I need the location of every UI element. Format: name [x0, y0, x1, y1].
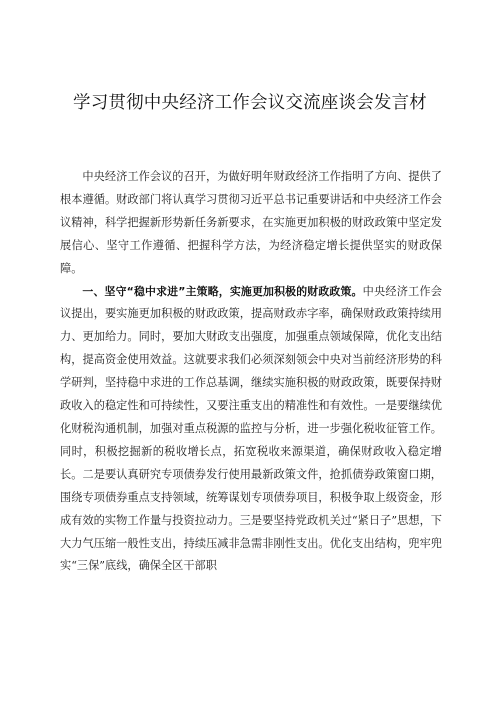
section-1-heading: 一、坚守“稳中求进”主策略，实施更加积极的财政政策。 — [82, 284, 363, 298]
document-body — [60, 166, 442, 578]
document-title: 学习贯彻中央经济工作会议交流座谈会发言材 — [73, 93, 427, 113]
intro-paragraph: 中央经济工作会议的召开，为做好明年财政经济工作指明了方向、提供了根本遵循。财政部门将认真学习贯彻习近平总书记重要讲话和中央经济工作会议精神，科学把握新形势新任务新要求，在实施更加积极的财政政策中坚定发展信心、坚守工作遵循、把握科学方法，为经济稳定增长提供坚实的财政保障。 — [60, 170, 442, 275]
section-1-paragraph — [60, 281, 442, 579]
section-1-body: 中央经济工作会议提出，要实施更加积极的财政政策，提高财政赤字率，确保财政政策持续用力、更加给力。同时，要加大财政支出强度，加强重点领域保障，优化支出结构，提高资金使用效益。这就要求我们必须深刻领会中央对当前经济形势的科学研判，坚持稳中求进的工作总基调，继续实施积极的财政政策，既要保持财政收入的稳定性和可持续性，又要注重支出的精准性和有效性。一是要继续优化财税沟通机制，加强对重点税源的监控与分析，进一步强化税收征管工作。同时，积极挖掘新的税收增长点，拓宽税收来源渠道，确保财政收入稳定增长。二是要认真研究专项债券发行使用最新政策文件，抢抓债券政策窗口期，围绕专项债券重点支持领域，统筹谋划专项债券项目，积极争取上级资金，形成有效的实物工作量与投资拉动力。三是要坚持党政机关过“紧日子”思想，下大力气压缩一般性支出，持续压减非急需非刚性支出。优化支出结构，兜牢兜实“三保”底线，确保全区干部职 — [60, 284, 442, 573]
